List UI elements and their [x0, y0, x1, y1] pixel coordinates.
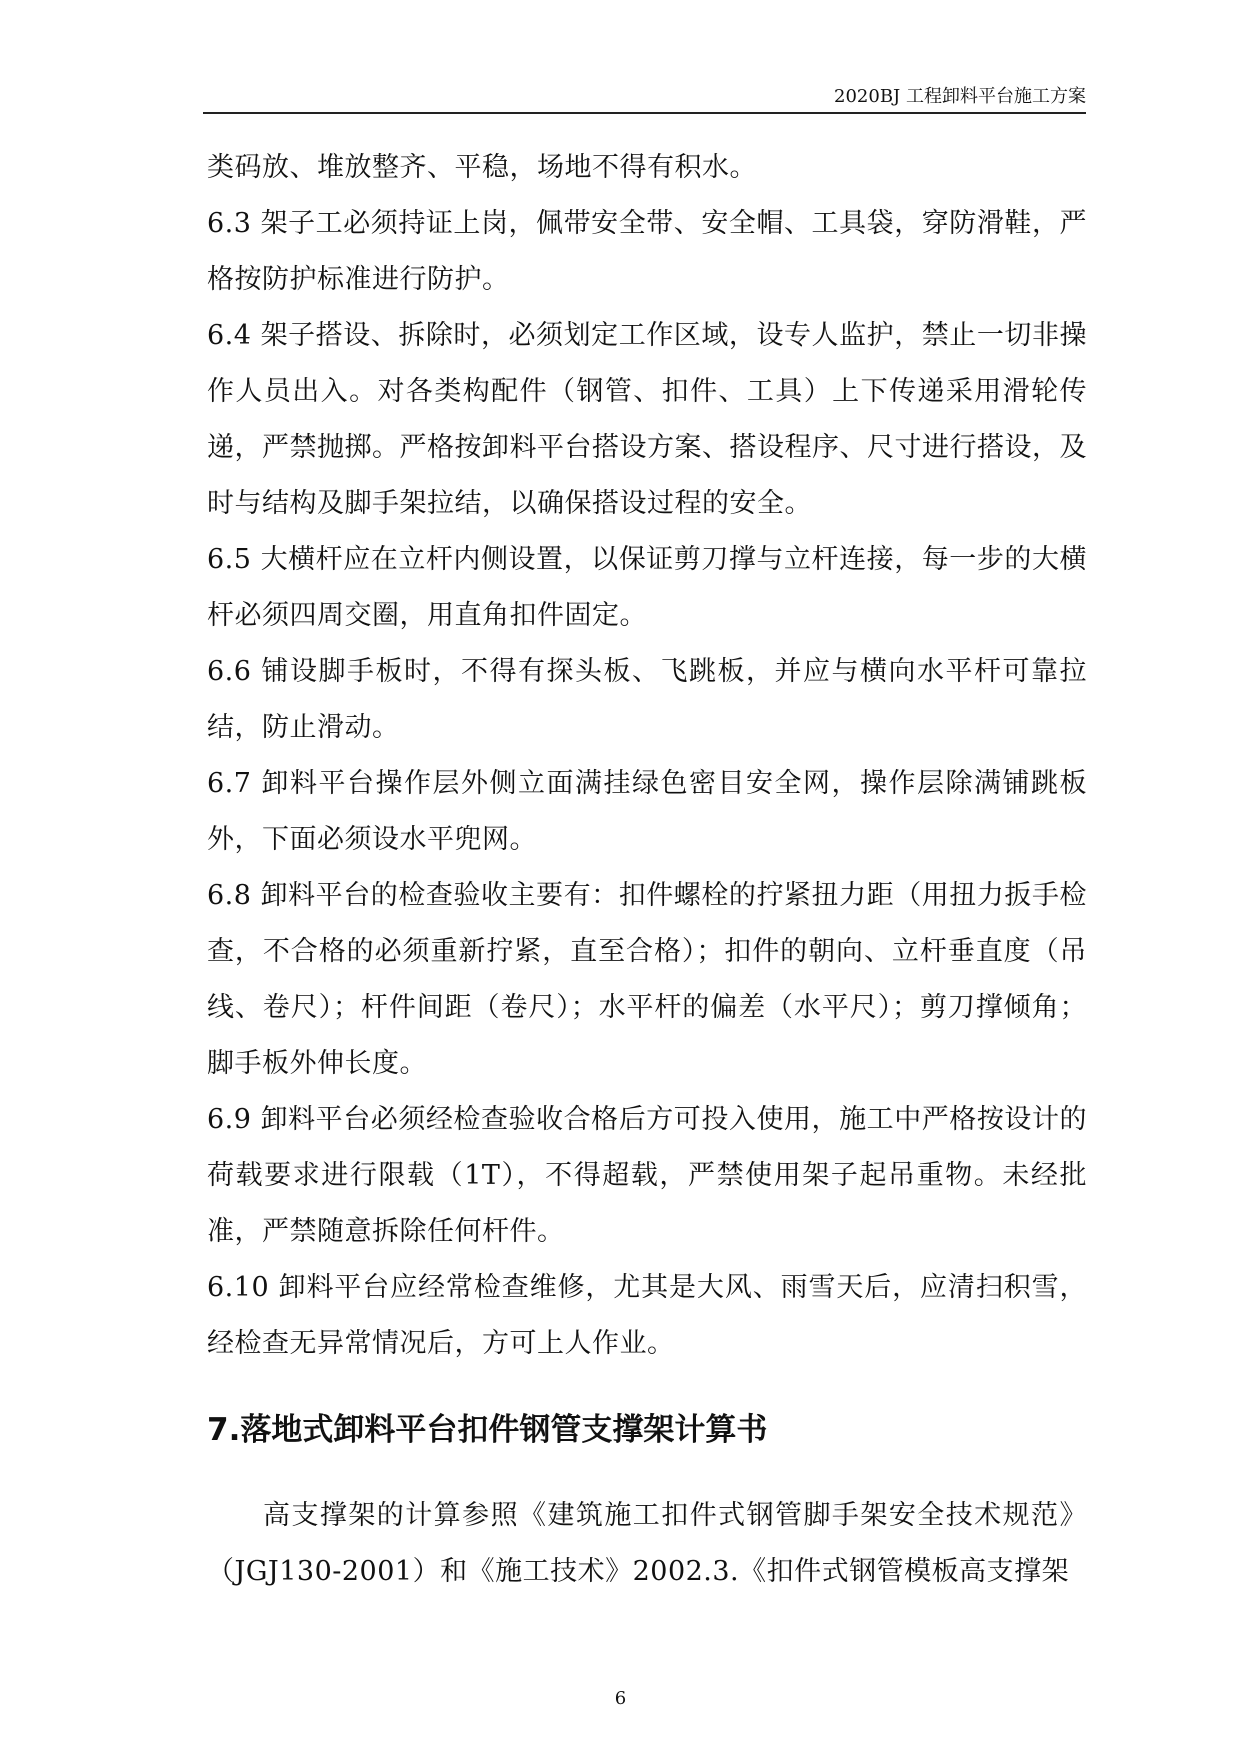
paragraph-continued: 类码放、堆放整齐、平稳，场地不得有积水。	[207, 152, 757, 183]
paragraph-6-6: 6.6 铺设脚手板时，不得有探头板、飞跳板，并应与横向水平杆可靠拉结，防止滑动。	[207, 656, 1087, 743]
running-header: 2020BJ 工程卸料平台施工方案	[834, 86, 1086, 107]
section-intro-paragraph: 高支撑架的计算参照《建筑施工扣件式钢管脚手架安全技术规范》（JGJ130-2001）和《施工技术》2002.3.《扣件式钢管模板高支撑架	[207, 1500, 1087, 1587]
paragraph-6-4: 6.4 架子搭设、拆除时，必须划定工作区域，设专人监护，禁止一切非操作人员出入。对各类构配件（钢管、扣件、工具）上下传递采用滑轮传递，严禁抛掷。严格按卸料平台搭设方案、搭设程序、尺寸进行搭设，及时与结构及脚手架拉结，以确保搭设过程的安全。	[207, 320, 1087, 519]
section-intro	[207, 1488, 1087, 1600]
paragraph-6-5: 6.5 大横杆应在立杆内侧设置，以保证剪刀撑与立杆连接，每一步的大横杆必须四周交圈，用直角扣件固定。	[207, 544, 1087, 631]
paragraph-6-8: 6.8 卸料平台的检查验收主要有：扣件螺栓的拧紧扭力距（用扭力扳手检查，不合格的必须重新拧紧，直至合格）；扣件的朝向、立杆垂直度（吊线、卷尺）；杆件间距（卷尺）；水平杆的偏差（水平尺）；剪刀撑倾角；脚手板外伸长度。	[207, 880, 1087, 1079]
paragraph-6-3: 6.3 架子工必须持证上岗，佩带安全带、安全帽、工具袋，穿防滑鞋，严格按防护标准进行防护。	[207, 208, 1087, 295]
paragraph-6-9: 6.9 卸料平台必须经检查验收合格后方可投入使用，施工中严格按设计的荷载要求进行限载（1T），不得超载，严禁使用架子起吊重物。未经批准，严禁随意拆除任何杆件。	[207, 1104, 1087, 1247]
section-heading: 7.落地式卸料平台扣件钢管支撑架计算书	[207, 1412, 768, 1448]
paragraph-6-10: 6.10 卸料平台应经常检查维修，尤其是大风、雨雪天后，应清扫积雪，经检查无异常情况后，方可上人作业。	[207, 1272, 1087, 1359]
page-number: 6	[614, 1688, 627, 1709]
body-text	[207, 140, 1087, 1372]
paragraph-6-7: 6.7 卸料平台操作层外侧立面满挂绿色密目安全网，操作层除满铺跳板外，下面必须设水平兜网。	[207, 768, 1087, 855]
header-divider	[203, 112, 1086, 114]
